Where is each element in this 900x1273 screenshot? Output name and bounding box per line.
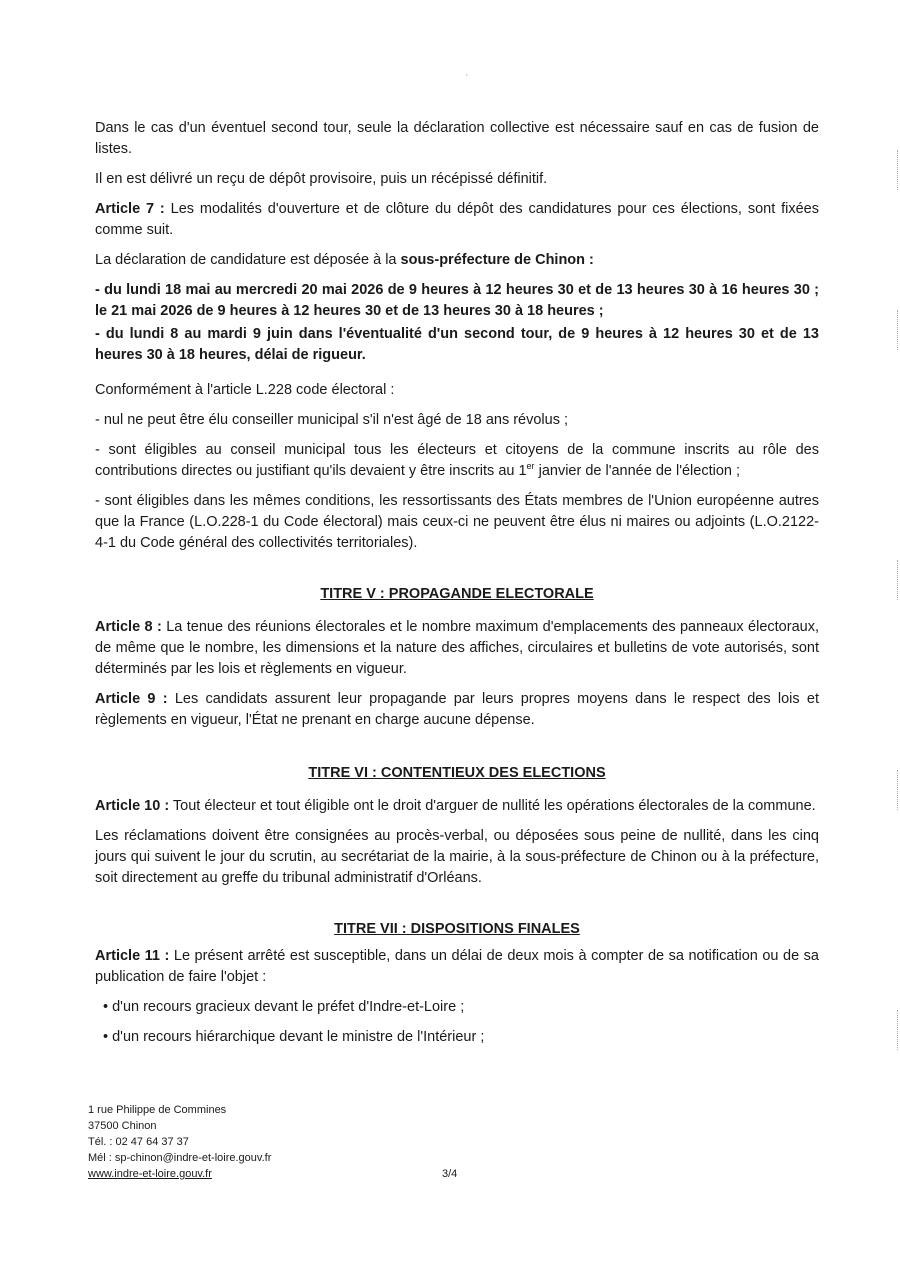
paragraph-age: - nul ne peut être élu conseiller municipal s'il n'est âgé de 18 ans révolus ;: [95, 412, 569, 428]
page-number: 3/4: [442, 1168, 458, 1180]
scan-edge-dots: [897, 150, 899, 190]
article-8-label: Article 8 :: [95, 619, 162, 635]
footer-phone: Tél. : 02 47 64 37 37: [88, 1136, 189, 1148]
footer-city: 37500 Chinon: [88, 1120, 157, 1132]
paragraph-recu: Il en est délivré un reçu de dépôt provisoire, puis un récépissé définitif.: [95, 171, 548, 187]
paragraph-reclamations: Les réclamations doivent être consignées au procès-verbal, ou déposées sous peine de nullité, dans les cinq jours qui suivent le jour du scrutin, au secrétariat de la mairie, à la sous-préfecture de Chinon ou à la préfecture, soit directement au greffe du tribunal administratif d'Orléans.: [95, 828, 819, 886]
bullet-recours-hierarchique: • d'un recours hiérarchique devant le ministre de l'Intérieur ;: [103, 1029, 485, 1045]
footer-address-block: [88, 1102, 608, 1182]
article-10-text: Tout électeur et tout éligible ont le droit d'arguer de nullité les opérations électorales de la commune.: [169, 798, 816, 814]
scan-mark: ': [466, 73, 468, 82]
depot-text: La déclaration de candidature est déposée à la: [95, 252, 401, 268]
article-11-text: Le présent arrêté est susceptible, dans un délai de deux mois à compter de sa notification ou de sa publication de faire l'objet :: [95, 948, 819, 985]
paragraph-depot: [95, 250, 819, 271]
article-8-text: La tenue des réunions électorales et le nombre maximum d'emplacements des panneaux électoraux, de même que le nombre, les dimensions et la nature des affiches, circulaires et bulletins de vote autorisés, sont déterminés par les lois et règlements en vigueur.: [95, 619, 819, 677]
document-body: [95, 118, 819, 1057]
scan-edge-dots: [897, 1010, 899, 1050]
depot-location: sous-préfecture de Chinon :: [400, 252, 594, 268]
eligibles-sup: er: [526, 461, 535, 472]
footer-email: Mél : sp-chinon@indre-et-loire.gouv.fr: [88, 1152, 272, 1164]
article-7: [95, 199, 819, 241]
paragraph-conformement: Conformément à l'article L.228 code électoral :: [95, 382, 395, 398]
article-11: [95, 946, 819, 988]
titre-v-heading: TITRE V : PROPAGANDE ELECTORALE: [320, 586, 594, 602]
article-8: [95, 617, 819, 680]
eligibles-text-end: janvier de l'année de l'élection ;: [534, 463, 741, 479]
article-7-text: Les modalités d'ouverture et de clôture du dépôt des candidatures pour ces élections, sont fixées comme suit.: [95, 201, 819, 238]
eligibles-text: - sont éligibles au conseil municipal tous les électeurs et citoyens de la commune inscrits au rôle des contributions directes ou justifiant qu'ils devaient y être inscrits au 1: [95, 442, 819, 479]
dates-premier-tour: - du lundi 18 mai au mercredi 20 mai 2026 de 9 heures à 12 heures 30 et de 13 heures 30 à 16 heures 30 ; le 21 mai 2026 de 9 heures à 12 heures 30 et de 13 heures 30 à 18 heures ;: [95, 282, 819, 319]
article-9: [95, 689, 819, 731]
article-7-label: Article 7 :: [95, 201, 165, 217]
article-11-label: Article 11 :: [95, 948, 170, 964]
footer-address: 1 rue Philippe de Commines: [88, 1104, 227, 1116]
paragraph-second-tour: Dans le cas d'un éventuel second tour, seule la déclaration collective est nécessaire sauf en cas de fusion de listes.: [95, 120, 819, 157]
paragraph-ressortissants: - sont éligibles dans les mêmes conditions, les ressortissants des États membres de l'Union européenne autres que la France (L.O.228-1 du Code électoral) mais ceux-ci ne peuvent être élus ni maires ou adjoints (L.O.2122-4-1 du Code général des collectivités territoriales).: [95, 493, 819, 551]
article-9-text: Les candidats assurent leur propagande par leurs propres moyens dans le respect des lois et règlements en vigueur, l'État ne prenant en charge aucune dépense.: [95, 691, 819, 728]
scan-edge-dots: [897, 310, 899, 350]
dates-second-tour: - du lundi 8 au mardi 9 juin dans l'éventualité d'un second tour, de 9 heures à 12 heures 30 et de 13 heures 30 à 18 heures, délai de rigueur.: [95, 326, 819, 363]
scan-edge-dots: [897, 560, 899, 600]
scan-edge-dots: [897, 770, 899, 810]
article-9-label: Article 9 :: [95, 691, 168, 707]
article-10: [95, 796, 819, 817]
footer-website-link[interactable]: www.indre-et-loire.gouv.fr: [88, 1168, 212, 1180]
titre-vi-heading: TITRE VI : CONTENTIEUX DES ELECTIONS: [308, 765, 606, 781]
article-10-label: Article 10 :: [95, 798, 170, 814]
titre-vii-heading: TITRE VII : DISPOSITIONS FINALES: [334, 921, 580, 937]
paragraph-eligibles: [95, 440, 819, 482]
bullet-recours-gracieux: • d'un recours gracieux devant le préfet d'Indre-et-Loire ;: [103, 999, 465, 1015]
